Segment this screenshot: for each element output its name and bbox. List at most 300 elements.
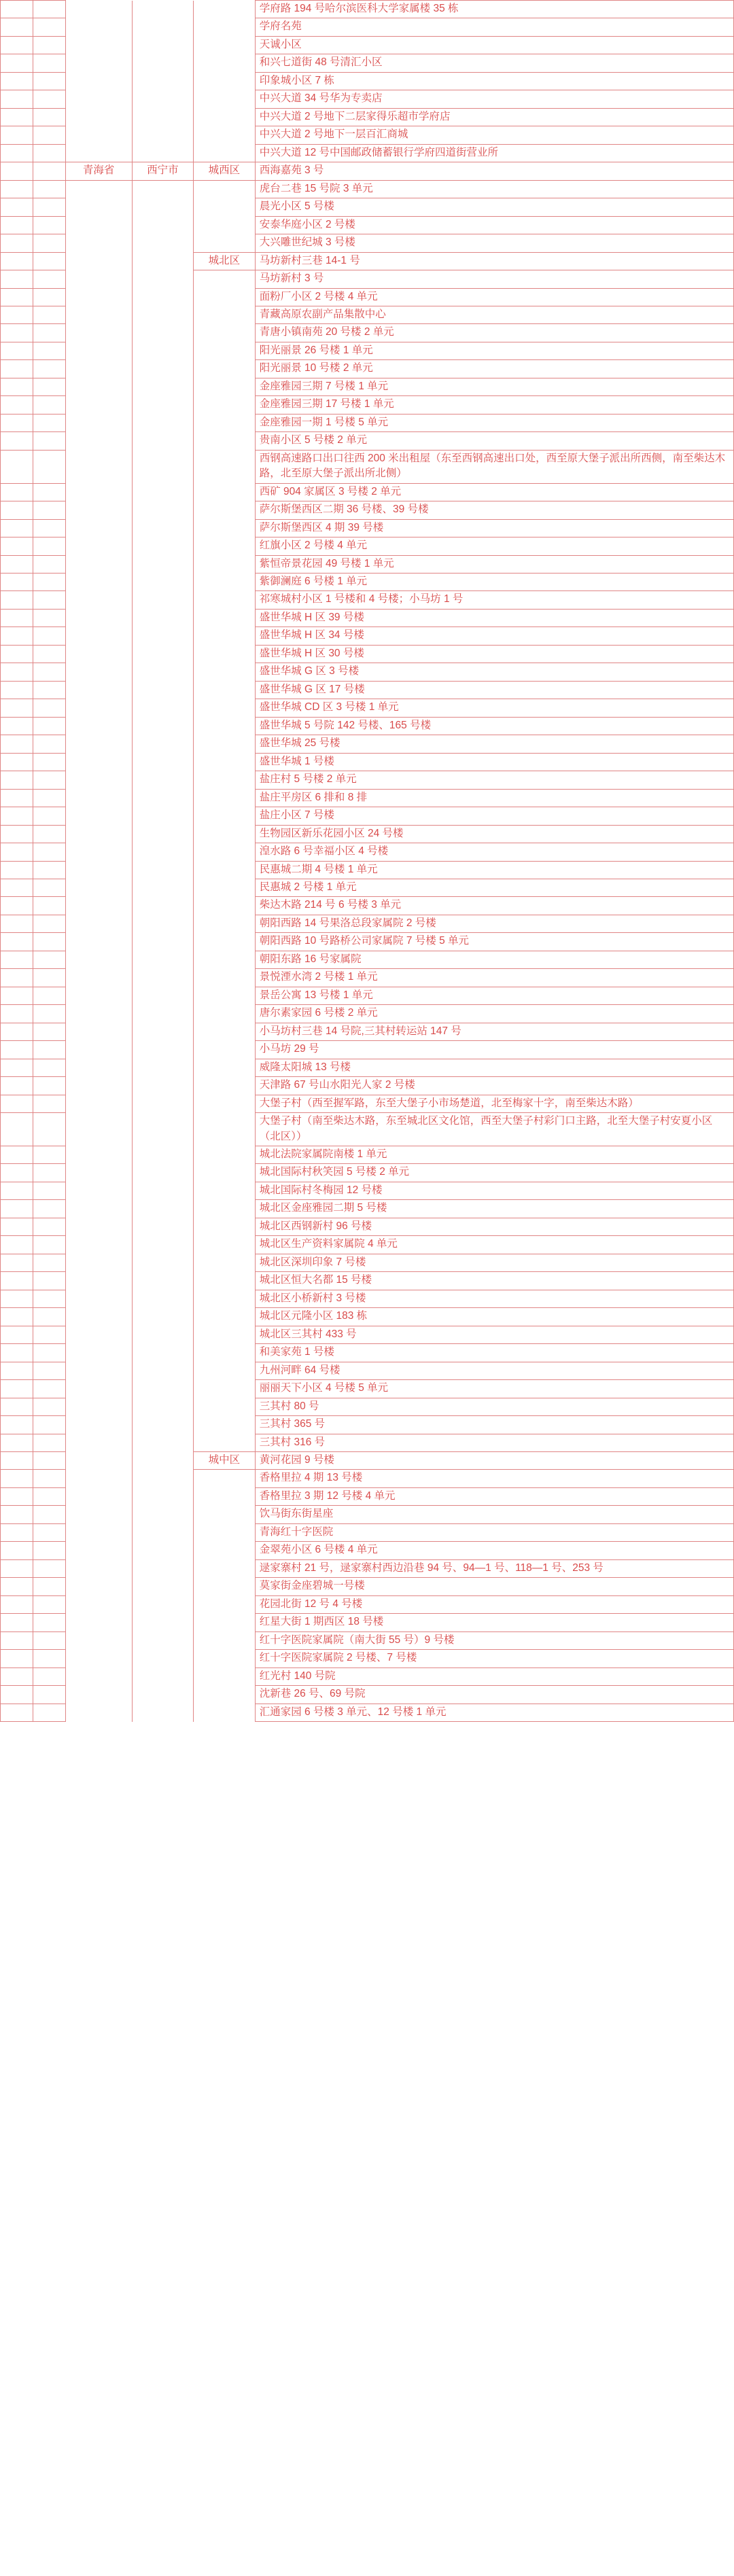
left-margin-cell (1, 699, 33, 717)
cell-city (132, 90, 194, 108)
cell-city (132, 36, 194, 54)
cell-city (132, 1686, 194, 1704)
cell-district (194, 915, 256, 932)
table-row (1, 1668, 734, 1685)
cell-address (255, 342, 733, 359)
cell-province (65, 450, 132, 483)
table-row (1, 897, 734, 915)
cell-province (65, 537, 132, 555)
cell-district (194, 1668, 256, 1685)
left-margin-cell-2 (33, 753, 65, 771)
table-row (1, 144, 734, 162)
address-text: 唐尔素家园 6 号楼 2 单元 (259, 1007, 378, 1019)
cell-district (194, 234, 256, 252)
left-margin-cell-2 (33, 1542, 65, 1559)
address-text: 城北国际村秋笑园 5 号楼 2 单元 (259, 1166, 410, 1178)
address-text: 阳光丽景 26 号楼 1 单元 (259, 344, 373, 356)
left-margin-cell (1, 1559, 33, 1577)
cell-address (255, 1, 733, 18)
table-row (1, 969, 734, 987)
cell-district (194, 1164, 256, 1182)
left-margin-cell (1, 951, 33, 968)
cell-district (194, 1470, 256, 1487)
table-row (1, 108, 734, 126)
table-row (1, 1470, 734, 1487)
table-row (1, 1506, 734, 1523)
address-text: 红旗小区 2 号楼 4 单元 (259, 540, 368, 552)
left-margin-cell (1, 717, 33, 735)
cell-province (65, 1523, 132, 1541)
address-text: 朝阳西路 14 号果洛总段家属院 2 号楼 (259, 917, 436, 929)
table-row (1, 1416, 734, 1434)
cell-address (255, 1487, 733, 1505)
left-margin-cell (1, 1077, 33, 1095)
cell-district (194, 342, 256, 359)
cell-address (255, 789, 733, 807)
left-margin-cell-2 (33, 1023, 65, 1040)
table-row (1, 1631, 734, 1649)
address-text: 紫御澜庭 6 号楼 1 单元 (259, 576, 368, 587)
address-text: 生物园区新乐花园小区 24 号楼 (259, 827, 404, 839)
left-margin-cell (1, 1113, 33, 1146)
left-margin-cell-2 (33, 36, 65, 54)
cell-province (65, 1614, 132, 1631)
cell-address (255, 144, 733, 162)
left-margin-cell (1, 432, 33, 450)
address-text: 青藏高原农副产品集散中心 (259, 308, 386, 320)
cell-address (255, 180, 733, 198)
address-text: 西钢高速路口出口往西 200 米出租屋（东至西钢高速出口处，西至原大堡子派出所西侧，南至柴达木路，北至原大堡子派出所北侧） (259, 452, 726, 480)
cell-district (194, 1704, 256, 1721)
cell-address (255, 198, 733, 216)
cell-district (194, 1182, 256, 1199)
cell-city (132, 681, 194, 699)
cell-city (132, 843, 194, 861)
address-text: 西矿 904 家属区 3 号楼 2 单元 (259, 485, 402, 497)
cell-province (65, 663, 132, 681)
cell-district (194, 574, 256, 591)
left-margin-cell-2 (33, 1146, 65, 1164)
address-text: 晨光小区 5 号楼 (259, 200, 334, 213)
cell-address (255, 1362, 733, 1379)
left-margin-cell (1, 342, 33, 359)
cell-city (132, 144, 194, 162)
cell-city (132, 126, 194, 144)
table-row (1, 1362, 734, 1379)
cell-city (132, 1182, 194, 1199)
cell-district (194, 969, 256, 987)
left-margin-cell-2 (33, 306, 65, 323)
cell-district (194, 987, 256, 1004)
left-margin-cell-2 (33, 807, 65, 825)
cell-address (255, 1434, 733, 1451)
address-text: 红十字医院家属院 2 号楼、7 号楼 (259, 1652, 417, 1664)
address-text: 朝阳西路 10 号路桥公司家属院 7 号楼 5 单元 (259, 935, 470, 947)
table-row (1, 681, 734, 699)
address-text: 小马坊 29 号 (259, 1043, 319, 1055)
left-margin-cell-2 (33, 1398, 65, 1415)
cell-address (255, 1380, 733, 1398)
cell-address (255, 1272, 733, 1290)
address-text: 城北区生产资料家属院 4 单元 (259, 1238, 398, 1250)
cell-province (65, 396, 132, 414)
cell-city (132, 288, 194, 306)
cell-address (255, 1668, 733, 1685)
address-text: 汇通家园 6 号楼 3 单元、12 号楼 1 单元 (259, 1706, 447, 1718)
cell-address (255, 681, 733, 699)
cell-city (132, 807, 194, 825)
table-row (1, 1344, 734, 1362)
cell-province (65, 1146, 132, 1164)
address-text: 景岳公寓 13 号楼 1 单元 (259, 989, 373, 1001)
cell-district (194, 144, 256, 162)
cell-city (132, 987, 194, 1004)
left-margin-cell (1, 1595, 33, 1613)
cell-district (194, 861, 256, 879)
cell-city (132, 450, 194, 483)
address-text: 三其村 365 号 (259, 1418, 326, 1430)
cell-city (132, 879, 194, 896)
cell-city (132, 825, 194, 843)
left-margin-cell (1, 1218, 33, 1235)
cell-province (65, 483, 132, 501)
cell-address (255, 501, 733, 519)
left-margin-cell-2 (33, 789, 65, 807)
left-margin-cell-2 (33, 483, 65, 501)
cell-province (65, 915, 132, 932)
table-row (1, 537, 734, 555)
cell-district (194, 717, 256, 735)
address-text: 学府路 194 号哈尔滨医科大学家属楼 35 栋 (259, 3, 459, 14)
left-margin-cell-2 (33, 1059, 65, 1076)
cell-city (132, 324, 194, 342)
address-text: 盛世华城 G 区 3 号楼 (259, 665, 360, 677)
cell-city (132, 54, 194, 72)
cell-city (132, 1254, 194, 1271)
address-text: 盛世华城 1 号楼 (259, 755, 334, 767)
cell-district (194, 126, 256, 144)
address-text: 萨尔斯堡西区二期 36 号楼、39 号楼 (259, 504, 429, 516)
cell-province (65, 1380, 132, 1398)
address-text: 中兴大道 34 号华为专卖店 (259, 92, 383, 105)
table-row (1, 234, 734, 252)
cell-district (194, 483, 256, 501)
table-row (1, 555, 734, 573)
cell-district (194, 1095, 256, 1112)
table-row (1, 1200, 734, 1218)
address-text: 金座雅园三期 17 号楼 1 单元 (259, 398, 394, 410)
cell-address (255, 1704, 733, 1721)
table-row (1, 1095, 734, 1112)
left-margin-cell-2 (33, 1041, 65, 1059)
left-margin-cell-2 (33, 1578, 65, 1595)
cell-province (65, 1272, 132, 1290)
cell-province (65, 252, 132, 270)
cell-address (255, 324, 733, 342)
cell-district (194, 1326, 256, 1343)
cell-district (194, 450, 256, 483)
cell-province (65, 1344, 132, 1362)
cell-province (65, 987, 132, 1004)
cell-address (255, 843, 733, 861)
cell-province (65, 1416, 132, 1434)
cell-province (65, 519, 132, 537)
table-row (1, 1451, 734, 1469)
cell-province (65, 1506, 132, 1523)
cell-city (132, 1380, 194, 1398)
left-margin-cell-2 (33, 1005, 65, 1023)
left-margin-cell (1, 1095, 33, 1112)
left-margin-cell-2 (33, 252, 65, 270)
cell-province (65, 1023, 132, 1040)
cell-province (65, 1326, 132, 1343)
cell-city (132, 1200, 194, 1218)
address-text: 三其村 80 号 (259, 1400, 319, 1412)
cell-city (132, 1668, 194, 1685)
left-margin-cell-2 (33, 1095, 65, 1112)
cell-province (65, 270, 132, 288)
left-margin-cell (1, 396, 33, 414)
cell-province (65, 753, 132, 771)
address-text: 虎台二巷 15 号院 3 单元 (259, 182, 373, 194)
cell-city (132, 519, 194, 537)
left-margin-cell-2 (33, 627, 65, 645)
cell-district (194, 1362, 256, 1379)
address-text: 盛世华城 25 号楼 (259, 737, 340, 749)
cell-district (194, 537, 256, 555)
cell-address (255, 753, 733, 771)
table-row (1, 609, 734, 627)
cell-city (132, 414, 194, 431)
left-margin-cell-2 (33, 645, 65, 663)
cell-province (65, 378, 132, 395)
table-row (1, 1578, 734, 1595)
cell-province (65, 574, 132, 591)
table-row (1, 18, 734, 36)
left-margin-cell (1, 144, 33, 162)
left-margin-cell (1, 519, 33, 537)
cell-district: 城北区 (194, 252, 256, 270)
left-margin-cell (1, 609, 33, 627)
address-text: 红光村 140 号院 (259, 1670, 336, 1682)
left-margin-cell-2 (33, 933, 65, 951)
cell-district (194, 807, 256, 825)
cell-address (255, 18, 733, 36)
cell-district (194, 90, 256, 108)
address-text: 景悦湮水湾 2 号楼 1 单元 (259, 971, 378, 983)
left-margin-cell-2 (33, 1077, 65, 1095)
cell-district (194, 951, 256, 968)
address-text: 学府名苑 (259, 20, 302, 33)
left-margin-cell (1, 1542, 33, 1559)
cell-address (255, 360, 733, 378)
address-text: 九州河畔 64 号楼 (259, 1364, 340, 1376)
cell-district (194, 1200, 256, 1218)
cell-city (132, 483, 194, 501)
left-margin-cell-2 (33, 270, 65, 288)
cell-address (255, 807, 733, 825)
left-margin-cell (1, 270, 33, 288)
left-margin-cell-2 (33, 771, 65, 789)
address-text: 花园北街 12 号 4 号楼 (259, 1598, 363, 1610)
cell-district (194, 1686, 256, 1704)
cell-city (132, 861, 194, 879)
cell-province (65, 1704, 132, 1721)
cell-city (132, 1023, 194, 1040)
left-margin-cell-2 (33, 1470, 65, 1487)
left-margin-cell (1, 825, 33, 843)
cell-address (255, 1041, 733, 1059)
address-text: 天诚小区 (259, 38, 302, 50)
left-margin-cell (1, 574, 33, 591)
cell-city (132, 360, 194, 378)
cell-city (132, 915, 194, 932)
cell-city (132, 1470, 194, 1487)
address-text: 西海嘉苑 3 号 (259, 164, 324, 177)
cell-address (255, 1326, 733, 1343)
cell-city (132, 1326, 194, 1343)
left-margin-cell-2 (33, 915, 65, 932)
cell-province (65, 342, 132, 359)
address-text: 萨尔斯堡西区 4 期 39 号楼 (259, 521, 384, 533)
left-margin-cell (1, 1506, 33, 1523)
left-margin-cell-2 (33, 1362, 65, 1379)
cell-province (65, 591, 132, 609)
left-margin-cell-2 (33, 501, 65, 519)
left-margin-cell-2 (33, 1272, 65, 1290)
left-margin-cell (1, 501, 33, 519)
cell-province (65, 234, 132, 252)
cell-province: 青海省 (65, 162, 132, 180)
cell-address (255, 1470, 733, 1487)
left-margin-cell (1, 18, 33, 36)
cell-address (255, 663, 733, 681)
table-row (1, 1542, 734, 1559)
cell-district (194, 432, 256, 450)
left-margin-cell-2 (33, 54, 65, 72)
cell-city (132, 627, 194, 645)
cell-address (255, 609, 733, 627)
cell-province (65, 969, 132, 987)
cell-address (255, 288, 733, 306)
cell-city (132, 108, 194, 126)
address-text: 盛世华城 5 号院 142 号楼、165 号楼 (259, 719, 432, 731)
cell-city (132, 1218, 194, 1235)
left-margin-cell-2 (33, 1113, 65, 1146)
address-text: 中兴大道 2 号地下二层家得乐超市学府店 (259, 110, 451, 122)
cell-address (255, 825, 733, 843)
cell-address (255, 861, 733, 879)
cell-address (255, 591, 733, 609)
cell-city (132, 1362, 194, 1379)
cell-province (65, 699, 132, 717)
left-margin-cell-2 (33, 1, 65, 18)
cell-address (255, 1416, 733, 1434)
left-margin-cell (1, 897, 33, 915)
cell-address (255, 270, 733, 288)
table-row (1, 1146, 734, 1164)
table-row (1, 1380, 734, 1398)
cell-city (132, 699, 194, 717)
left-margin-cell (1, 90, 33, 108)
left-margin-cell (1, 216, 33, 234)
left-margin-cell (1, 1362, 33, 1379)
cell-province (65, 951, 132, 968)
cell-district (194, 1559, 256, 1577)
cell-district (194, 1523, 256, 1541)
cell-address (255, 1344, 733, 1362)
table-row (1, 915, 734, 932)
cell-address (255, 1059, 733, 1076)
cell-district (194, 1023, 256, 1040)
address-text: 面粉厂小区 2 号楼 4 单元 (259, 290, 378, 302)
cell-address (255, 951, 733, 968)
table-row (1, 1614, 734, 1631)
cell-province (65, 681, 132, 699)
address-text: 湟水路 6 号幸福小区 4 号楼 (259, 845, 389, 858)
address-text: 城北区元隆小区 183 栋 (259, 1310, 368, 1322)
cell-city (132, 1650, 194, 1668)
address-text: 大堡子村（西至握军路，东至大堡子小市场楚道，北至梅家十字，南至柴达木路） (259, 1097, 639, 1109)
table-row (1, 1290, 734, 1307)
cell-district (194, 1542, 256, 1559)
cell-province (65, 1595, 132, 1613)
cell-address (255, 36, 733, 54)
address-text: 莫家街金座碧城一号楼 (259, 1580, 365, 1592)
left-margin-cell (1, 591, 33, 609)
address-text: 城北区三其村 433 号 (259, 1328, 357, 1340)
left-margin-cell-2 (33, 1704, 65, 1721)
address-text: 马坊新村 3 号 (259, 272, 324, 285)
address-text: 民惠城 2 号楼 1 单元 (259, 881, 357, 893)
left-margin-cell (1, 126, 33, 144)
cell-address (255, 1113, 733, 1146)
table-row (1, 1182, 734, 1199)
cell-province (65, 1218, 132, 1235)
cell-province (65, 1308, 132, 1326)
cell-district (194, 1487, 256, 1505)
address-text: 柴达木路 214 号 6 号楼 3 单元 (259, 899, 402, 911)
left-margin-cell-2 (33, 1326, 65, 1343)
left-margin-cell-2 (33, 1668, 65, 1685)
address-text: 丽丽天下小区 4 号楼 5 单元 (259, 1382, 389, 1394)
cell-province (65, 555, 132, 573)
cell-district (194, 1578, 256, 1595)
table-row (1, 735, 734, 753)
left-margin-cell-2 (33, 987, 65, 1004)
cell-province (65, 1559, 132, 1577)
left-margin-cell (1, 1182, 33, 1199)
cell-address (255, 574, 733, 591)
cell-city (132, 555, 194, 573)
table-row (1, 879, 734, 896)
left-margin-cell (1, 1023, 33, 1040)
cell-address (255, 108, 733, 126)
cell-address (255, 1650, 733, 1668)
cell-city (132, 198, 194, 216)
table-row (1, 180, 734, 198)
cell-province (65, 72, 132, 90)
left-margin-cell (1, 1059, 33, 1076)
address-text: 城北区恒大名都 15 号楼 (259, 1274, 372, 1286)
cell-province (65, 1542, 132, 1559)
cell-district (194, 519, 256, 537)
table-row (1, 414, 734, 431)
left-margin-cell (1, 414, 33, 431)
cell-province (65, 126, 132, 144)
table-row (1, 933, 734, 951)
cell-district (194, 555, 256, 573)
